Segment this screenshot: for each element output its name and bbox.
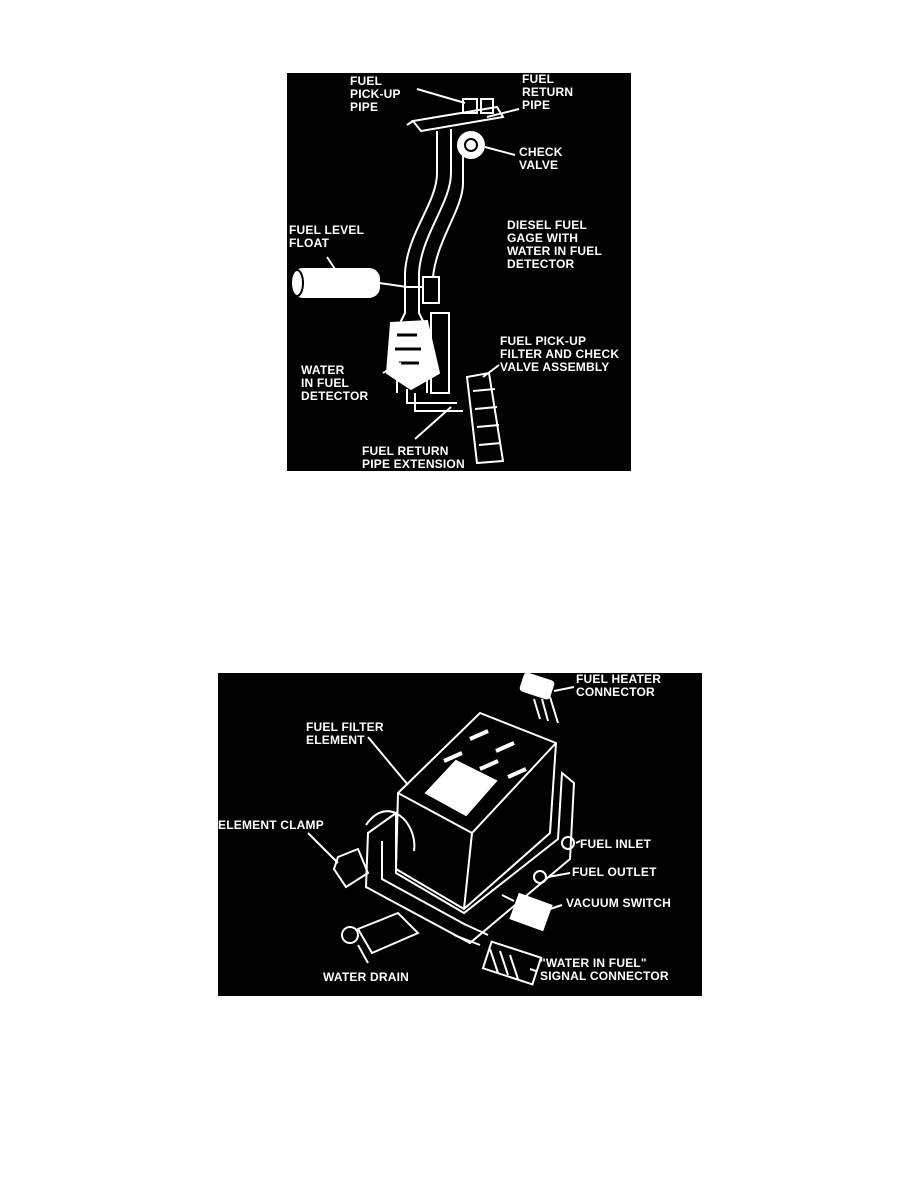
leader-heater-connector (554, 687, 574, 691)
leader-float (327, 257, 335, 269)
label-fuel-heater-connector: FUEL HEATER CONNECTOR (576, 673, 662, 699)
leader-check-valve (485, 147, 515, 155)
leader-water-drain (358, 945, 368, 963)
float-arm (379, 283, 423, 287)
label-fuel-return-pipe: FUEL RETURN PIPE (522, 73, 574, 112)
fuel-inlet-part (562, 837, 574, 849)
filter-label-plate (426, 761, 496, 815)
label-check-valve: CHECK VALVE (519, 145, 563, 172)
fuel-filter-drawing (218, 673, 702, 996)
leader-pickup-pipe (417, 89, 465, 103)
leader-filter (483, 365, 499, 377)
filter-element-body (396, 713, 556, 909)
label-fuel-outlet: FUEL OUTLET (572, 865, 657, 879)
label-vacuum-switch: VACUUM SWITCH (566, 896, 672, 910)
label-fuel-inlet: FUEL INLET (580, 837, 652, 851)
fuel-gage-sender-diagram (287, 73, 631, 471)
element-clamp-part (334, 849, 368, 887)
label-fuel-filter-element: FUEL FILTER ELEMENT (306, 720, 384, 747)
label-diesel-fuel-gage: DIESEL FUEL GAGE WITH WATER IN FUEL DETECTOR (507, 218, 603, 271)
fuel-outlet-part (534, 871, 546, 883)
label-water-in-fuel-detector: WATER IN FUEL DETECTOR (301, 363, 369, 403)
fuel-gage-sender-drawing (287, 73, 631, 471)
leader-element-clamp (308, 833, 338, 863)
fuel-level-float-part (293, 269, 379, 297)
label-water-drain: WATER DRAIN (323, 970, 409, 984)
vacuum-switch-part (511, 894, 552, 930)
label-water-in-fuel-signal-connector: "WATER IN FUEL" SIGNAL CONNECTOR (540, 956, 669, 983)
leader-wif-connector (530, 969, 536, 971)
label-fuel-return-pipe-extension: FUEL RETURN PIPE EXTENSION (362, 444, 465, 471)
check-valve-part (458, 132, 484, 158)
label-fuel-pickup-pipe: FUEL PICK-UP PIPE (350, 74, 401, 114)
water-drain-part (342, 927, 358, 943)
pickup-filter-part (467, 373, 503, 463)
label-element-clamp: ELEMENT CLAMP (218, 818, 324, 832)
heater-connector-part (520, 673, 554, 699)
fuel-filter-diagram (218, 673, 702, 996)
label-fuel-level-float: FUEL LEVEL FLOAT (289, 223, 365, 250)
float-pivot (423, 277, 439, 303)
mounting-plate (413, 107, 503, 131)
label-pickup-filter-assembly: FUEL PICK-UP FILTER AND CHECK VALVE ASSEMBLY (500, 334, 620, 374)
